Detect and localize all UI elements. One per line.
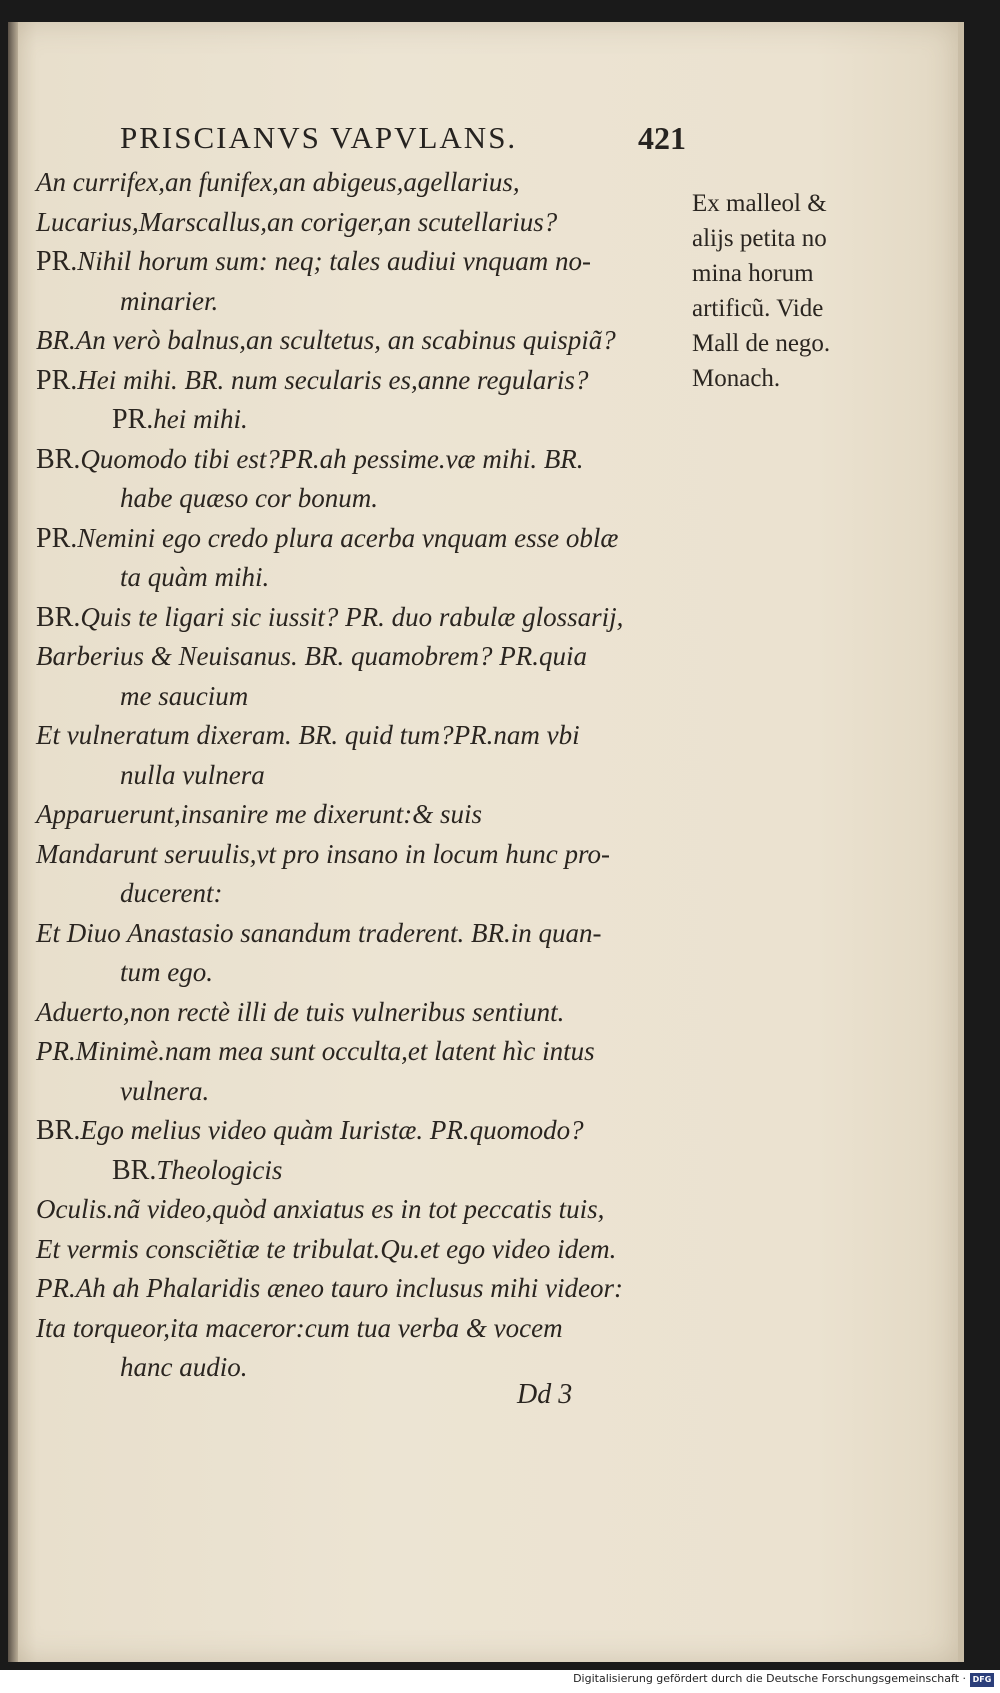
text-line [36,163,676,203]
line-text: Mandarunt seruulis,vt pro insano in locum hunc pro- [36,838,610,869]
text-line [36,282,676,322]
running-head: PRISCIANVS VAPVLANS. [120,120,518,155]
line-text: Hei mihi. BR. num secularis es,anne regularis? [77,364,589,395]
line-text: Nihil horum sum: neq; tales audiui vnquam no- [77,246,591,276]
speaker-label: PR. [36,246,78,277]
marginal-note [692,186,862,396]
text-line [36,637,676,677]
line-text: Et vulneratum dixeram. BR. quid tum?PR.nam vbi [36,720,580,750]
line-text: minarier. [120,285,219,316]
line-text: Quomodo tibi est?PR.ah pessime.væ mihi. BR. [80,443,584,474]
footer-bar [0,1670,1000,1693]
speaker-label: BR. [112,1154,157,1186]
line-text: PR.Minimè.nam mea sunt occulta,et latent hìc intus [36,1036,595,1066]
text-line [36,874,676,914]
speaker-label: BR. [36,443,81,475]
speaker-label: BR. [36,601,81,633]
page-gutter-shadow [8,22,18,1662]
marginal-note-line: artificũ. Vide [692,295,824,322]
text-line [36,361,676,401]
speaker-label: PR. [36,364,78,396]
text-line [36,400,676,440]
text-line [36,519,676,559]
line-text: habe quæso cor bonum. [120,483,378,513]
line-text: Theologicis [156,1154,283,1185]
line-text: Lucarius,Marscallus,an coriger,an scutellarius? [36,206,558,237]
text-line [36,242,676,282]
line-text: Barberius & Neuisanus. BR. quamobrem? PR.quia [36,641,587,671]
text-line [36,1230,676,1270]
line-text: Oculis.nã video,quòd anxiatus es in tot peccatis tuis, [36,1194,605,1224]
line-text: Nemini ego credo plura acerba vnquam esse oblæ [77,522,619,553]
text-line [36,203,676,243]
marginal-note-line: Monach. [692,365,781,392]
line-text: Aduerto,non rectè illi de tuis vulneribus sentiunt. [36,996,565,1027]
digitization-credit: Digitalisierung gefördert durch die Deutsche Forschungsgemeinschaft · [573,1672,966,1685]
line-text: tum ego. [120,957,213,987]
line-text: Apparuerunt,insanire me dixerunt:& suis [36,799,482,829]
text-line [36,677,676,717]
text-line [36,1309,676,1349]
text-line [36,558,676,598]
text-line [36,598,676,638]
speaker-label: PR. [36,522,78,554]
text-line [36,795,676,835]
text-line [36,1269,676,1309]
text-line [36,914,676,954]
line-text: Et Diuo Anastasio sanandum traderent. BR.in quan- [36,917,602,948]
text-line [36,953,676,993]
line-text: Quis te ligari sic iussit? PR. duo rabulæ glossarij, [80,601,624,632]
text-line [36,993,676,1033]
line-text: ta quàm mihi. [120,562,270,592]
marginal-note-line: Mall de nego. [692,330,831,357]
text-line [36,756,676,796]
text-line [36,440,676,480]
text-line [36,321,676,361]
text-line [36,479,676,519]
line-text: hanc audio. [120,1352,248,1382]
line-text: Ita torqueor,ita maceror:cum tua verba & vocem [36,1312,563,1343]
line-text: Ego melius video quàm Iuristæ. PR.quomodo? [80,1115,584,1145]
line-text: hei mihi. [153,404,248,434]
text-line [36,1032,676,1072]
text-line [36,1190,676,1230]
line-text: BR.An verò balnus,an scultetus, an scabinus quispiã? [36,325,616,355]
signature-mark: Dd 3 [517,1379,573,1410]
dfg-logo-icon: DFG [970,1673,994,1687]
marginal-note-line: alijs petita no [692,225,827,252]
line-text: An currifex,an funifex,an abigeus,agellarius, [36,167,520,197]
speaker-label: PR. [112,404,154,435]
line-text: PR.Ah ah Phalaridis æneo tauro inclusus mihi videor: [36,1273,623,1303]
text-line [36,1348,676,1388]
line-text: ducerent: [120,878,223,908]
line-text: Et vermis consciẽtiæ te tribulat.Qu.et ego video idem. [36,1233,617,1264]
text-line [36,716,676,756]
text-line [36,1151,676,1191]
page-number: 421 [638,120,686,156]
marginal-note-line: mina horum [692,260,814,287]
text-line [36,1111,676,1151]
main-text-block [36,163,676,1388]
line-text: me saucium [120,680,249,711]
text-line [36,835,676,875]
marginal-note-line: Ex malleol & [692,190,827,217]
line-text: vulnera. [120,1075,210,1106]
text-line [36,1072,676,1112]
speaker-label: BR. [36,1115,81,1146]
line-text: nulla vulnera [120,759,265,790]
